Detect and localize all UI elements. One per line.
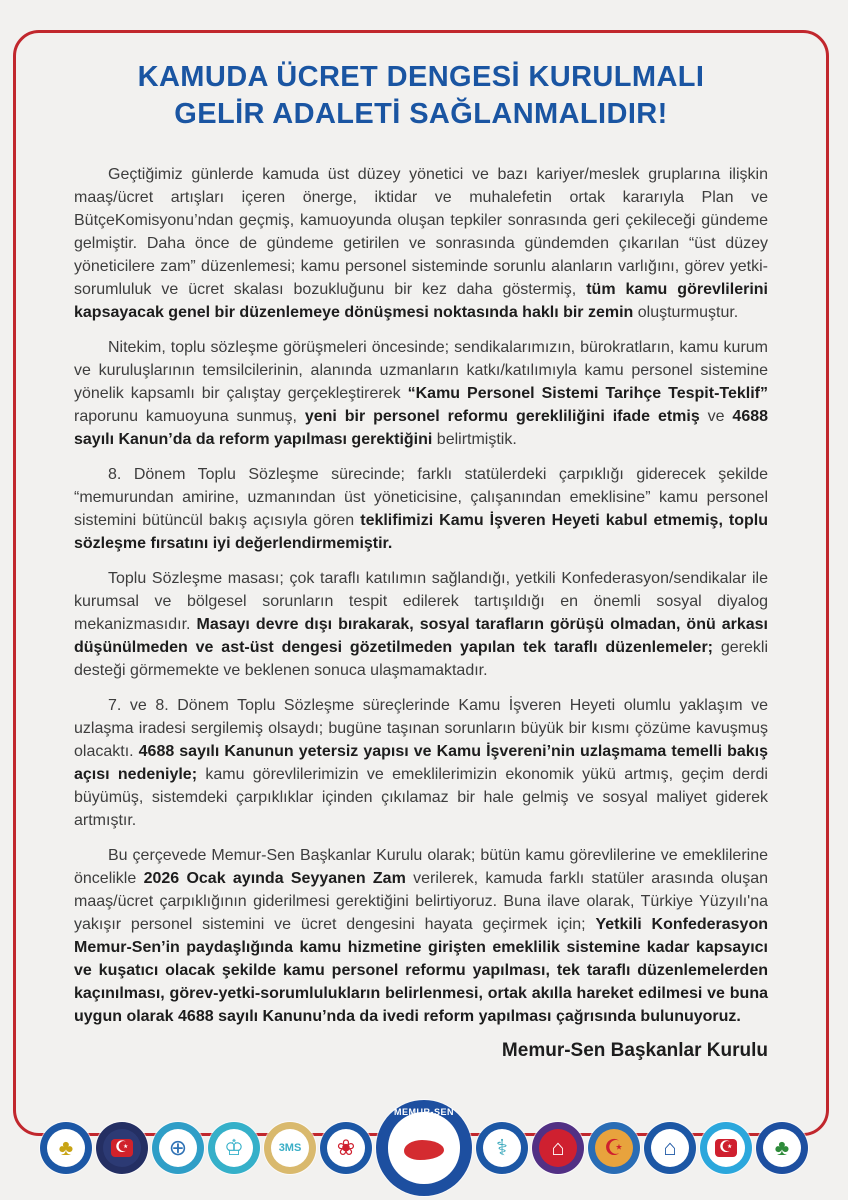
turkey-map-icon <box>404 1140 444 1160</box>
toc-bir-sen-emblem-icon: ☪ <box>604 1135 624 1160</box>
signature-text: Memur-Sen Başkanlar Kurulu <box>501 1040 768 1061</box>
buro-memur-sen-emblem-icon: ⌂ <box>663 1135 677 1160</box>
egitim-bir-sen-emblem-icon: ❀ <box>336 1135 356 1160</box>
saglik-sen-logo <box>476 1122 528 1174</box>
birlik-haber-sen-logo <box>96 1122 148 1174</box>
emekli-memur-sen-logo <box>756 1122 808 1174</box>
flyer-content <box>16 33 826 1062</box>
bem-bir-sen-emblem-icon: ♔ <box>224 1135 244 1160</box>
diyanet-sen-emblem-icon: ⌂ <box>551 1135 565 1160</box>
memur-sen-logo-text: MEMUR-SEN <box>394 1107 454 1117</box>
paragraph-6: Bu çerçevede Memur-Sen Başkanlar Kurulu olarak; bütün kamu görevlilerine ve emeklilerine öncelikle 2026 Ocak ayında Seyyanen Zam verilerek, kamuda farklı statüler arasında oluşan maaş/ücret çarpıklığının giderilmesi gerektiğini belirtiyoruz. Buna ilave olarak, Türkiye Yüzyılı'na yakışır personel sistemini ve ücret dengesini hayata geçirmek için; Yetkili Konfederasyon Memur-Sen’in paydaşlığında kamu hizmetine girişten emeklilik sistemine kadar kapsayıcı ve kuşatıcı olacak şekilde kamu personel reformu yapılması, tek taraflı düzenlemelerden kaçınılması, görev-yetki-sorumlulukların belirlenmesi, ortak akılla hareket edilmesi ve buna uygun olarak 4688 sayılı Kanunu’nda da ivedi reform yapılması çağrısında bulunuyoruz. <box>74 847 769 1025</box>
birlik-haber-sen-emblem-icon: ☪ <box>111 1139 133 1157</box>
page-title <box>74 59 768 133</box>
bem-bir-sen-logo <box>208 1122 260 1174</box>
page-title-line2: GELİR ADALETİ SAĞLANMALIDIR! <box>174 98 668 130</box>
buro-memur-sen-logo <box>644 1122 696 1174</box>
logos-row <box>0 1100 848 1196</box>
egitim-bir-sen-logo <box>320 1122 372 1174</box>
body-paragraphs <box>74 163 768 1028</box>
toc-bir-sen-logo <box>588 1122 640 1174</box>
flyer-card <box>13 30 829 1136</box>
paragraph-4: Toplu Sözleşme masası; çok taraflı katılımın sağlandığı, yetkili Konfederasyon/sendikalar ile kurumsal ve bölgesel sorunların tespit edilerek tartışıldığı en önemli sosyal diyalog mekanizmasıdır. Masayı devre dışı bırakarak, sosyal tarafların görüşü olmadan, önü arkası düşünülmeden ve ast-üst dengesi gözetilmeden yapılan tek taraflı düzenlemeler; gerekli desteği görmemekte ve beklenen sonuca ulaşmamaktadır. <box>74 570 769 679</box>
diyanet-sen-logo <box>532 1122 584 1174</box>
ulastirma-memur-sen-logo <box>700 1122 752 1174</box>
memur-sen-logo <box>376 1100 472 1196</box>
emekli-memur-sen-emblem-icon: ♣ <box>774 1135 790 1160</box>
enerji-bir-sen-logo <box>152 1122 204 1174</box>
page-title-line1: KAMUDA ÜCRET DENGESİ KURULMALI <box>137 61 705 93</box>
saglik-sen-emblem-icon: ⚕ <box>496 1135 508 1160</box>
kultur-memur-sen-emblem-icon: ♣ <box>58 1135 74 1160</box>
ulastirma-memur-sen-emblem-icon: ☪ <box>715 1139 737 1157</box>
paragraph-1: Geçtiğimiz günlerde kamuda üst düzey yönetici ve bazı kariyer/meslek gruplarına ilişkin maaş/ücret artışları içeren önerge, iktidar ve muhalefetin ortak kararıyla Plan ve BütçeKomisyonu’ndan geçmiş, kamuoyunda oluşan tepkiler sonrasında geri çekileceği gündeme gelmiştir. Daha önce de gündeme getirilen ve sonrasında gündemden çıkarılan “üst düzey yöneticilere zam” düzenlemesi; kamu personel sisteminde sorunlu alanların varlığını, görev yetki-sorumluluk ve ücret skalası bozukluğunu bir kez daha göstermiş, tüm kamu görevlilerini kapsayacak genel bir düzenlemeye dönüşmesi noktasında haklı bir zemin oluşturmuştur. <box>74 166 768 321</box>
kultur-memur-sen-logo <box>40 1122 92 1174</box>
paragraph-3: 8. Dönem Toplu Sözleşme sürecinde; farklı statülerdeki çarpıklığı giderecek şekilde “memurundan amirine, uzmanından üst yöneticisine, çalışanından emeklisine” kamu personel sistemini bütüncül bakış açısıyla gören teklifimizi Kamu İşveren Heyeti kabul etmemiş, toplu sözleşme fırsatını iyi değerlendirmemiştir. <box>74 466 769 552</box>
bayindir-memur-sen-emblem-icon: 3MS <box>278 1141 302 1154</box>
paragraph-2: Nitekim, toplu sözleşme görüşmeleri öncesinde; sendikalarımızın, bürokratların, kamu kurum ve kuruluşlarının temsilcilerinin, alanında uzmanların katkı/katılımıyla kamu personel sistemine yönelik kapsamlı bir çalıştay gerçekleştirerek “Kamu Personel Sistemi Tarihçe Tespit-Teklif” raporunu kamuoyuna sunmuş, yeni bir personel reformu gerekliliğini ifade etmiş ve 4688 sayılı Kanun’da da reform yapılması gerektiğini belirtmiştik. <box>74 339 769 448</box>
enerji-bir-sen-emblem-icon: ⊕ <box>168 1135 188 1160</box>
bayindir-memur-sen-logo <box>264 1122 316 1174</box>
paragraph-5: 7. ve 8. Dönem Toplu Sözleşme süreçlerinde Kamu İşveren Heyeti olumlu yaklaşım ve uzlaşma iradesi sergilemiş olsaydı; bugüne taşınan sorunların büyük bir kısmı çözüme kavuşmuş olacaktı. 4688 sayılı Kanunun yetersiz yapısı ve Kamu İşvereni’nin uzlaşmama temelli bakış açısı nedeniyle; kamu görevlilerimizin ve emeklilerimizin ekonomik yükü artmış, geçim derdi büyümüş, sistemdeki çarpıklıklar içinden çıkılamaz bir hale gelmiş ve sosyal maliyet giderek artmıştır. <box>74 697 769 829</box>
